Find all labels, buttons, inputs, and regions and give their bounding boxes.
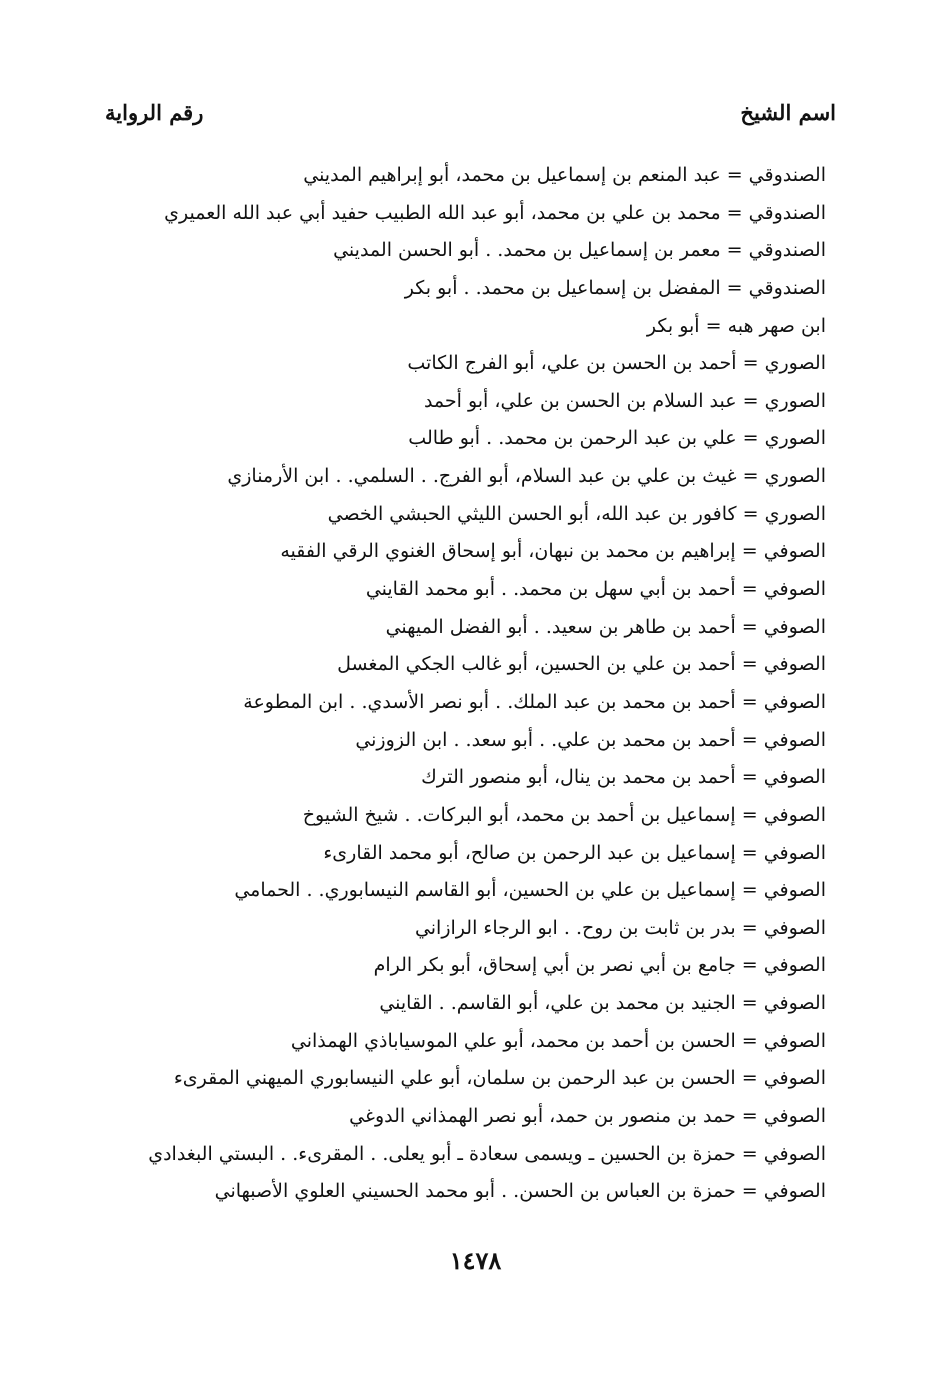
column-header-number: رقم الرواية <box>105 100 204 125</box>
list-item: الصوفي = أحمد بن أبي سهل بن محمد. . أبو محمد القايني <box>365 578 826 601</box>
list-item: الصوفي = حمزة بن العباس بن الحسن. . أبو محمد الحسيني العلوي الأصبهاني <box>214 1180 826 1203</box>
list-item: الصوفي = الحسن بن عبد الرحمن بن سلمان، أبو علي النيسابوري الميهني المقرىء <box>173 1067 826 1090</box>
list-item: الصوفي = إبراهيم بن محمد بن نبهان، أبو إسحاق الغنوي الرقي الفقيه <box>280 540 826 563</box>
column-header-name: اسم الشيخ <box>740 100 836 125</box>
list-item: الصوري = غيث بن علي بن عبد السلام، أبو الفرج. . السلمي. . ابن الأرمنازي <box>227 465 826 488</box>
list-item: الصوري = عبد السلام بن الحسن بن علي، أبو أحمد <box>423 389 826 412</box>
list-item: الصوفي = إسماعيل بن عبد الرحمن بن صالح، أبو محمد القارىء <box>323 841 826 864</box>
list-item: الصوفي = أحمد بن محمد بن علي. . أبو سعد. . ابن الزوزني <box>355 728 826 751</box>
list-item: ابن صهر هبه = أبو بكر <box>646 314 826 337</box>
list-item: الصوفي = بدر بن ثابت بن روح. . ابو الرجاء الرازاني <box>414 916 826 939</box>
list-item: الصوفي = جامع بن أبي نصر بن أبي إسحاق، أبو بكر الرام <box>373 954 826 977</box>
list-item: الصوفي = إسماعيل بن أحمد بن محمد، أبو البركات. . شيخ الشيوخ <box>302 803 826 826</box>
list-item: الصوفي = الحسن بن أحمد بن محمد، أبو علي الموسياباذي الهمذاني <box>290 1029 826 1052</box>
list-item: الصندوقي = معمر بن إسماعيل بن محمد. . أبو الحسن المديني <box>333 239 826 262</box>
list-item: الصوري = أحمد بن الحسن بن علي، أبو الفرج الكاتب <box>407 352 826 375</box>
list-item: الصوفي = أحمد بن محمد بن ينال، أبو منصور الترك <box>421 766 826 789</box>
list-item: الصوفي = إسماعيل بن علي بن الحسين، أبو القاسم النيسابوري. . الحمامي <box>234 879 826 902</box>
list-item: الصوفي = أحمد بن محمد بن عبد الملك. . أبو نصر الأسدي. . ابن المطوعة <box>243 690 826 713</box>
entries-list <box>106 157 826 1211</box>
list-item: الصوفي = حمزة بن الحسين ـ ويسمى سعادة ـ أبو يعلى. . المقرىء. . البستي البغدادي <box>148 1142 826 1165</box>
list-item: الصوفي = أحمد بن علي بن الحسين، أبو غالب الجكي المغسل <box>337 653 826 676</box>
list-item: الصوفي = حمد بن منصور بن حمد، أبو نصر الهمذاني الدوغي <box>349 1105 826 1128</box>
list-item: الصوفي = أحمد بن طاهر بن سعيد. . أبو الفضل الميهني <box>385 615 826 638</box>
list-item: الصوري = كافور بن عبد الله، أبو الحسن الليثي الحبشي الخصي <box>327 502 826 525</box>
list-item: الصندوقي = عبد المنعم بن إسماعيل بن محمد، أبو إبراهيم المديني <box>303 164 826 186</box>
list-item: الصندوقي = محمد بن علي بن محمد، أبو عبد الله الطبيب حفيد أبي عبد الله العميري <box>164 201 826 224</box>
list-item: الصوري = علي بن عبد الرحمن بن محمد. . أبو طالب <box>408 427 826 450</box>
list-item: الصوفي = الجنيد بن محمد بن علي، أبو القاسم. . القايني <box>379 992 826 1015</box>
list-item: الصندوقي = المفضل بن إسماعيل بن محمد. . أبو بكر <box>404 276 826 299</box>
page-number: ١٤٧٨ <box>449 1246 502 1275</box>
